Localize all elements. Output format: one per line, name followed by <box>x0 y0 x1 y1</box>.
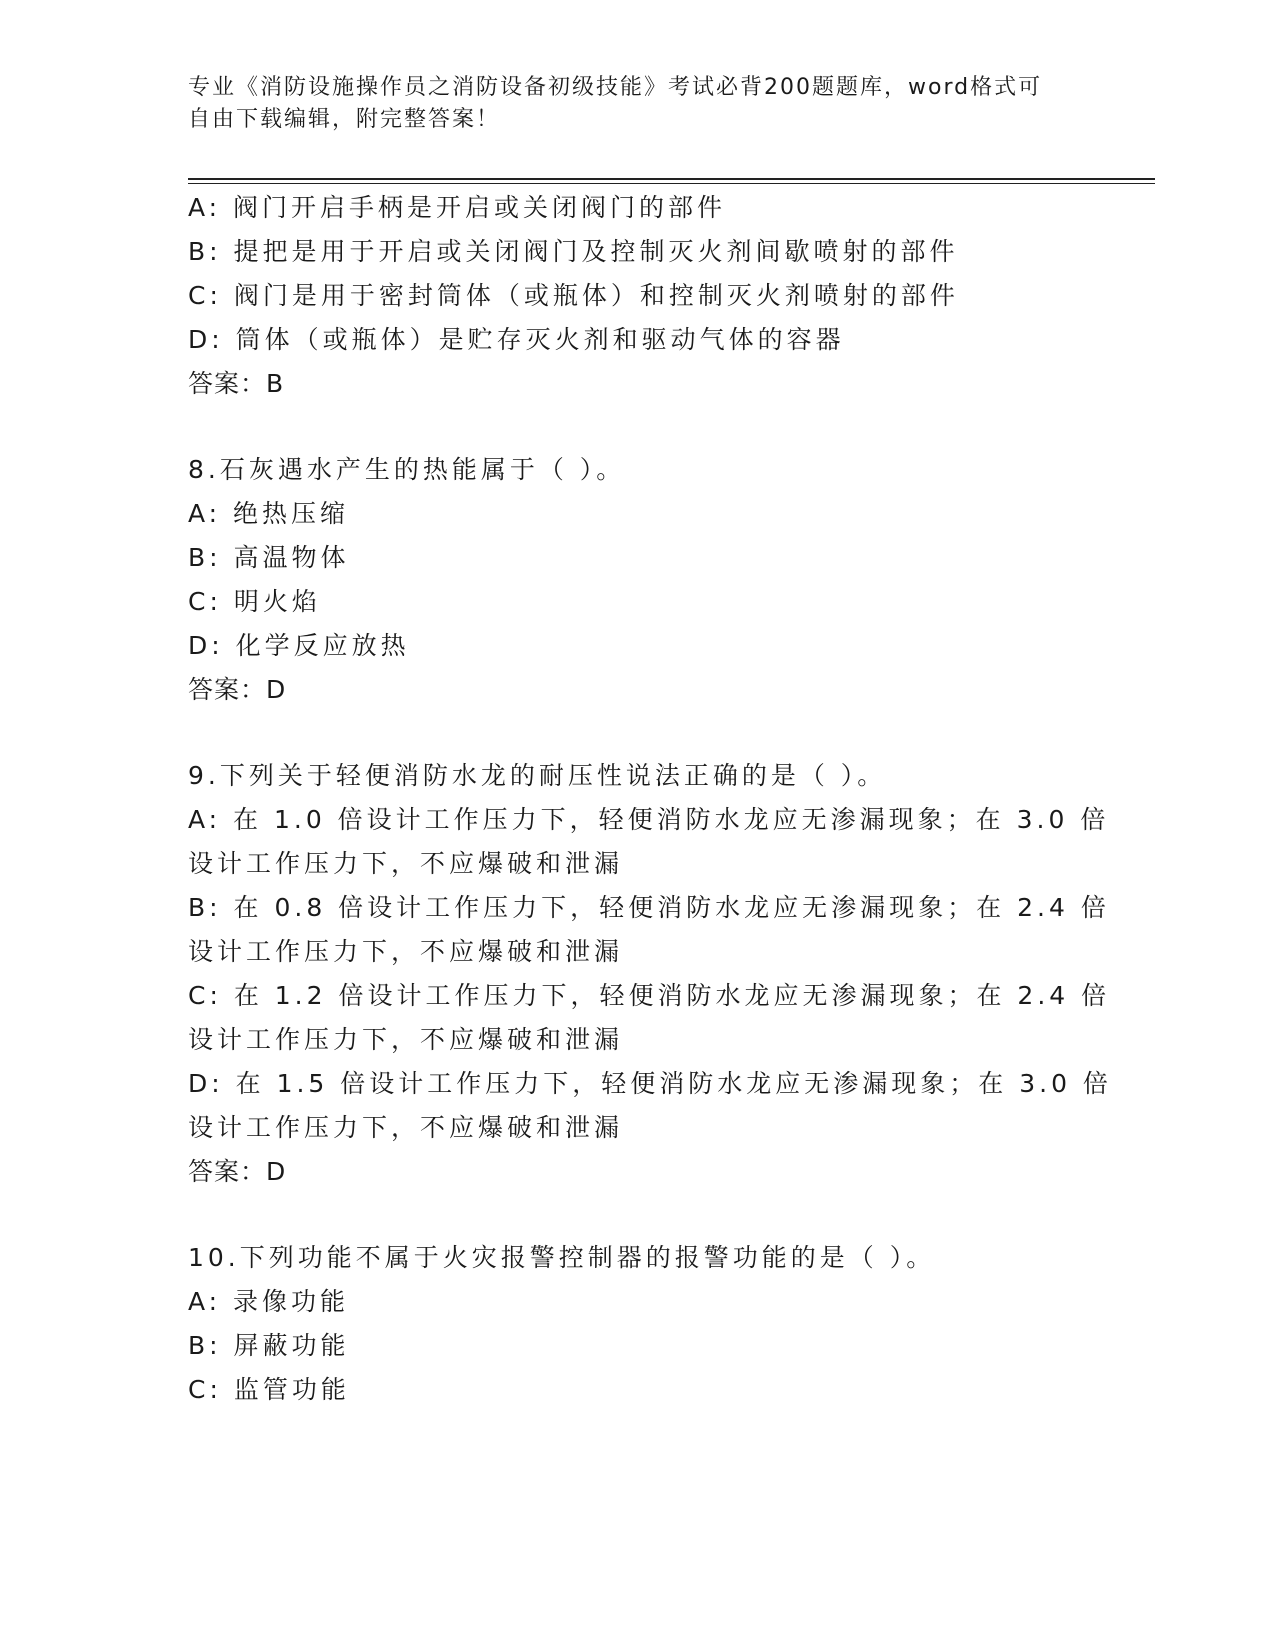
q8-option-b: B: 高温物体 <box>188 543 350 572</box>
q9-option-a-line2: 设计工作压力下，不应爆破和泄漏 <box>188 849 624 878</box>
q8-option-d: D: 化学反应放热 <box>188 631 410 660</box>
header-divider-thick <box>188 178 1155 180</box>
q9-option-b-line1: B: 在 0.8 倍设计工作压力下，轻便消防水龙应无渗漏现象；在 2.4 倍 <box>188 893 1110 922</box>
q9-stem: 9.下列关于轻便消防水龙的耐压性说法正确的是（ ）。 <box>188 761 887 790</box>
q8-option-a: A: 绝热压缩 <box>188 499 350 528</box>
q10-option-a: A: 录像功能 <box>188 1287 350 1316</box>
q8-answer: 答案：D <box>188 675 287 704</box>
q9-option-d-line1: D: 在 1.5 倍设计工作压力下，轻便消防水龙应无渗漏现象；在 3.0 倍 <box>188 1069 1112 1098</box>
q9-option-b-line2: 设计工作压力下，不应爆破和泄漏 <box>188 937 624 966</box>
q7-answer: 答案：B <box>188 369 285 398</box>
q9-answer: 答案：D <box>188 1157 287 1186</box>
q7-option-b: B: 提把是用于开启或关闭阀门及控制灭火剂间歇喷射的部件 <box>188 237 959 266</box>
header-divider-thin <box>188 183 1155 184</box>
q10-option-c: C: 监管功能 <box>188 1375 350 1404</box>
q7-option-c: C: 阀门是用于密封筒体（或瓶体）和控制灭火剂喷射的部件 <box>188 281 959 310</box>
header-line-2: 自由下载编辑，附完整答案！ <box>188 107 501 132</box>
q10-option-b: B: 屏蔽功能 <box>188 1331 350 1360</box>
header-line-1: 专业《消防设施操作员之消防设备初级技能》考试必背200题题库，word格式可 <box>188 75 1043 100</box>
q9-option-c-line2: 设计工作压力下，不应爆破和泄漏 <box>188 1025 624 1054</box>
q10-stem: 10.下列功能不属于火灾报警控制器的报警功能的是（ ）。 <box>188 1243 936 1272</box>
q9-option-a-line1: A: 在 1.0 倍设计工作压力下，轻便消防水龙应无渗漏现象；在 3.0 倍 <box>188 805 1110 834</box>
document-header <box>188 72 1088 136</box>
q9-option-d-line2: 设计工作压力下，不应爆破和泄漏 <box>188 1113 624 1142</box>
q8-option-c: C: 明火焰 <box>188 587 321 616</box>
q9-option-c-line1: C: 在 1.2 倍设计工作压力下，轻便消防水龙应无渗漏现象；在 2.4 倍 <box>188 981 1111 1010</box>
q8-stem: 8.石灰遇水产生的热能属于（ ）。 <box>188 455 626 484</box>
q7-option-d: D: 筒体（或瓶体）是贮存灭火剂和驱动气体的容器 <box>188 325 845 354</box>
q7-option-a: A: 阀门开启手柄是开启或关闭阀门的部件 <box>188 193 727 222</box>
